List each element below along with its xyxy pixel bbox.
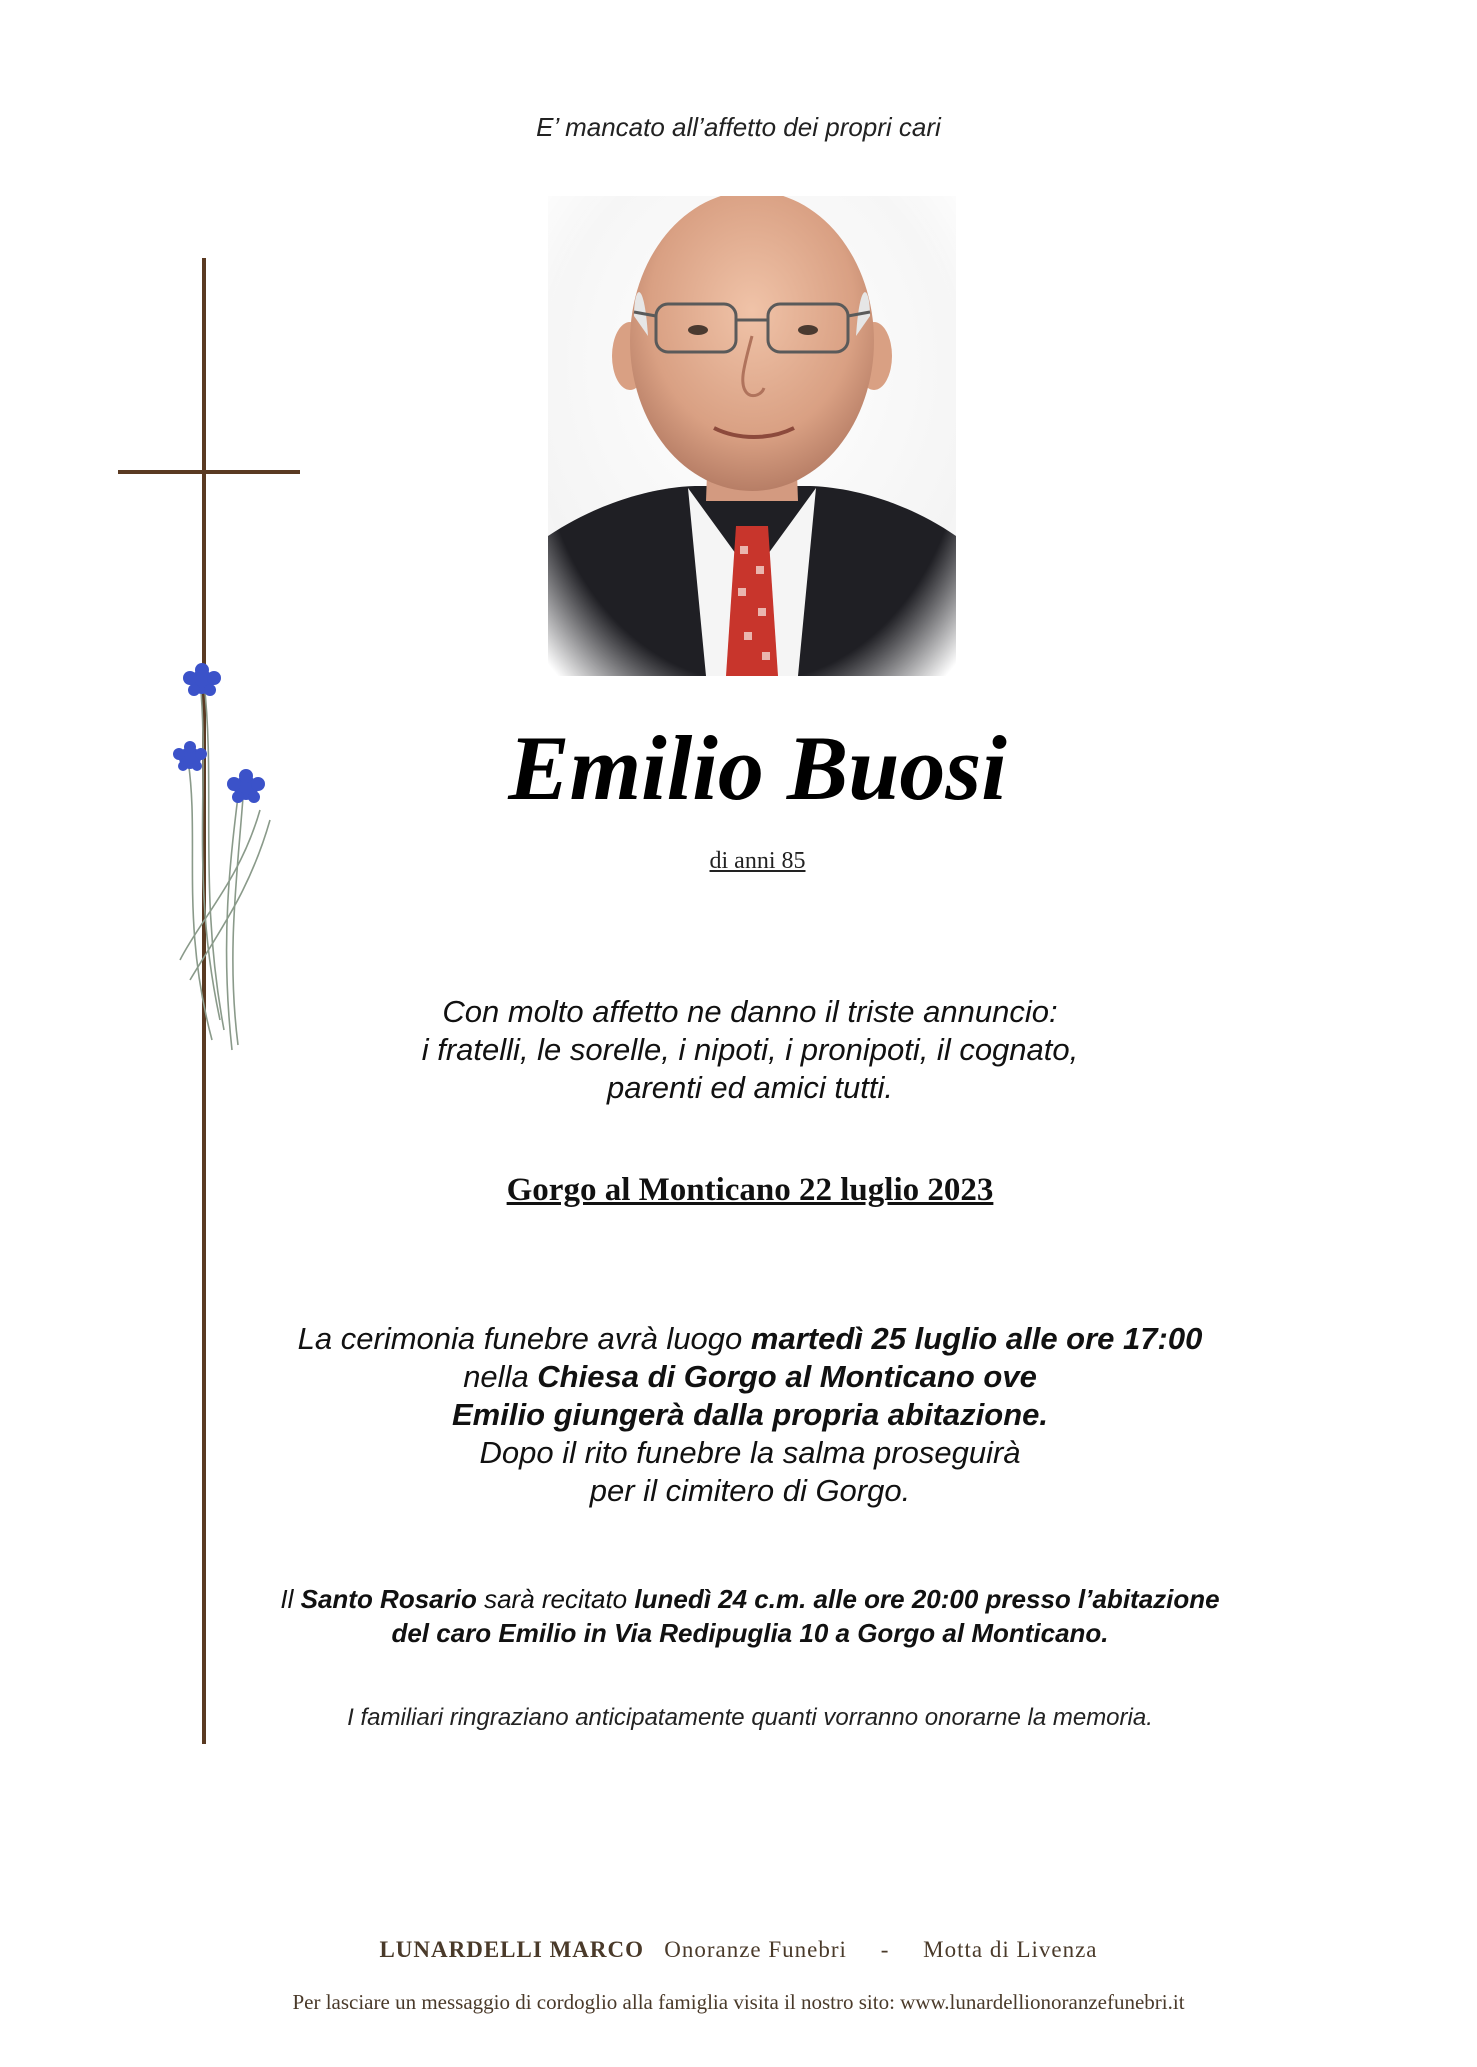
announcement-line: Con molto affetto ne danno il triste annuncio: (442, 994, 1058, 1029)
deceased-name: Emilio Buosi (508, 717, 1007, 819)
condolence-message: Per lasciare un messaggio di cordoglio alla famiglia visita il nostro sito: www.lunardellionoranzefunebri.it (292, 1990, 1185, 2014)
place-and-date: Gorgo al Monticano 22 luglio 2023 (506, 1172, 994, 1208)
rosary-line (150, 1582, 1350, 1616)
intro-text: E’ mancato all’affetto dei propri cari (536, 112, 941, 142)
announcement-line: parenti ed amici tutti. (606, 1070, 894, 1105)
cross-horizontal-bar (118, 470, 300, 474)
funeral-home-service: Onoranze Funebri (664, 1937, 847, 1962)
footer-separator: - (880, 1937, 890, 1962)
funeral-home-name: LUNARDELLI MARCO (379, 1937, 644, 1962)
funeral-home-town: Motta di Livenza (923, 1937, 1098, 1962)
ceremony-line: per il cimitero di Gorgo. (589, 1473, 911, 1508)
thanks-text: I familiari ringraziano anticipatamente quanti vorranno onorarne la memoria. (347, 1704, 1153, 1731)
ceremony-line (150, 1396, 1350, 1434)
ceremony-line (150, 1358, 1350, 1396)
deceased-age: di anni 85 (709, 848, 806, 874)
rosary-text: sarà recitato (476, 1584, 635, 1614)
rosary-title: Santo Rosario (300, 1584, 477, 1614)
ceremony-text: La cerimonia funebre avrà luogo (297, 1321, 751, 1356)
rosary-address: del caro Emilio in Via Redipuglia 10 a Gorgo al Monticano. (391, 1618, 1109, 1648)
announcement-block (150, 993, 1350, 1107)
funeral-home-line (0, 1937, 1477, 1963)
announcement-line: i fratelli, le sorelle, i nipoti, i pronipoti, il cognato, (421, 1032, 1079, 1067)
rosary-text: Il (280, 1584, 301, 1614)
rosary-details (150, 1582, 1350, 1650)
ceremony-church: Chiesa di Gorgo al Monticano ove (537, 1359, 1037, 1394)
ceremony-line: Dopo il rito funebre la salma proseguirà (479, 1435, 1021, 1470)
rosary-line (150, 1616, 1350, 1650)
ceremony-line (150, 1320, 1350, 1358)
rosary-datetime: lunedì 24 c.m. alle ore 20:00 presso l’abitazione (634, 1584, 1220, 1614)
ceremony-datetime: martedì 25 luglio alle ore 17:00 (750, 1321, 1203, 1356)
ceremony-arrival: Emilio giungerà dalla propria abitazione. (452, 1397, 1048, 1432)
ceremony-details (150, 1320, 1350, 1510)
ceremony-text: nella (463, 1359, 538, 1394)
portrait-photo (548, 196, 956, 676)
